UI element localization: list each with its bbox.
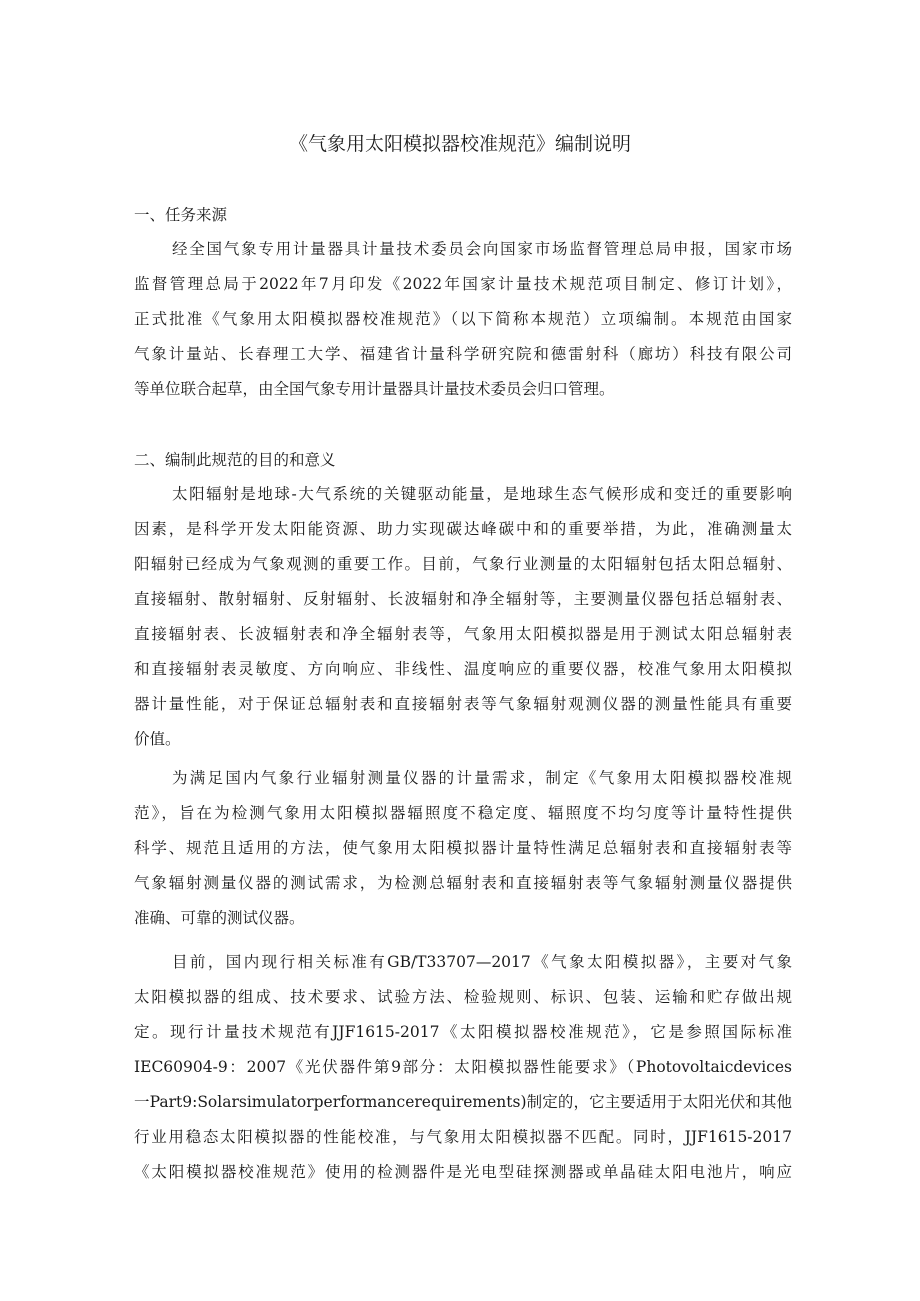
text-line: 《太阳模拟器校准规范》使用的检测器件是光电型硅探测器或单晶硅太阳电池片，响应 (134, 1163, 792, 1181)
text-line: 气象辐射测量仪器的测试需求，为检测总辐射表和直接辐射表等气象辐射测量仪器提供 (134, 874, 792, 892)
text-line: 和直接辐射表灵敏度、方向响应、非线性、温度响应的重要仪器，校准气象用太阳模拟 (134, 660, 792, 678)
text-line: 定。现行计量技术规范有JJF1615-2017《太阳模拟器校准规范》，它是参照国际标准 (134, 1023, 792, 1041)
text-line: 监督管理总局于2022年7月印发《2022年国家计量技术规范项目制定、修订计划》， (134, 275, 792, 293)
text-line: 范》，旨在为检测气象用太阳模拟器辐照度不稳定度、辐照度不均匀度等计量特性提供 (134, 804, 792, 822)
text-line: 经全国气象专用计量器具计量技术委员会向国家市场监督管理总局申报，国家市场 (172, 240, 792, 258)
text-line: 直接辐射表、长波辐射表和净全辐射表等，气象用太阳模拟器是用于测试太阳总辐射表 (134, 625, 792, 643)
text-line: 等单位联合起草，由全国气象专用计量器具计量技术委员会归口管理。 (134, 380, 615, 398)
text-line: IEC60904-9：2007《光伏器件第9部分：太阳模拟器性能要求》（Photovoltaicdevices (134, 1058, 792, 1076)
section-heading-task-source: 一、任务来源 (134, 206, 228, 224)
section-heading-purpose: 二、编制此规范的目的和意义 (134, 451, 336, 469)
text-line: 太阳模拟器的组成、技术要求、试验方法、检验规则、标识、包装、运输和贮存做出规 (134, 988, 792, 1006)
text-line: 准确、可靠的测试仪器。 (134, 909, 305, 927)
text-line: 直接辐射、散射辐射、反射辐射、长波辐射和净全辐射等，主要测量仪器包括总辐射表、 (134, 590, 792, 608)
text-line: 目前，国内现行相关标准有GB/T33707—2017《气象太阳模拟器》，主要对气象 (172, 953, 792, 971)
document-title: 《气象用太阳模拟器校准规范》编制说明 (288, 133, 631, 155)
text-line: 太阳辐射是地球-大气系统的关键驱动能量，是地球生态气候形成和变迁的重要影响 (172, 485, 792, 503)
text-line: 阳辐射已经成为气象观测的重要工作。目前，气象行业测量的太阳辐射包括太阳总辐射、 (134, 555, 792, 573)
text-line: 一Part9:Solarsimulatorperformancerequirements)制定的，它主要适用于太阳光伏和其他 (134, 1093, 792, 1111)
text-line: 科学、规范且适用的方法，使气象用太阳模拟器计量特性满足总辐射表和直接辐射表等 (134, 839, 792, 857)
text-line: 器计量性能，对于保证总辐射表和直接辐射表等气象辐射观测仪器的测量性能具有重要 (134, 695, 792, 713)
text-line: 行业用稳态太阳模拟器的性能校准，与气象用太阳模拟器不匹配。同时，JJF1615-2017 (134, 1128, 792, 1146)
text-line: 气象计量站、长春理工大学、福建省计量科学研究院和德雷射科（廊坊）科技有限公司 (134, 345, 792, 363)
text-line: 价值。 (134, 730, 181, 748)
text-line: 为满足国内气象行业辐射测量仪器的计量需求，制定《气象用太阳模拟器校准规 (172, 769, 792, 787)
text-line: 因素，是科学开发太阳能资源、助力实现碳达峰碳中和的重要举措，为此，准确测量太 (134, 520, 792, 538)
text-line: 正式批准《气象用太阳模拟器校准规范》（以下简称本规范）立项编制。本规范由国家 (134, 310, 792, 328)
